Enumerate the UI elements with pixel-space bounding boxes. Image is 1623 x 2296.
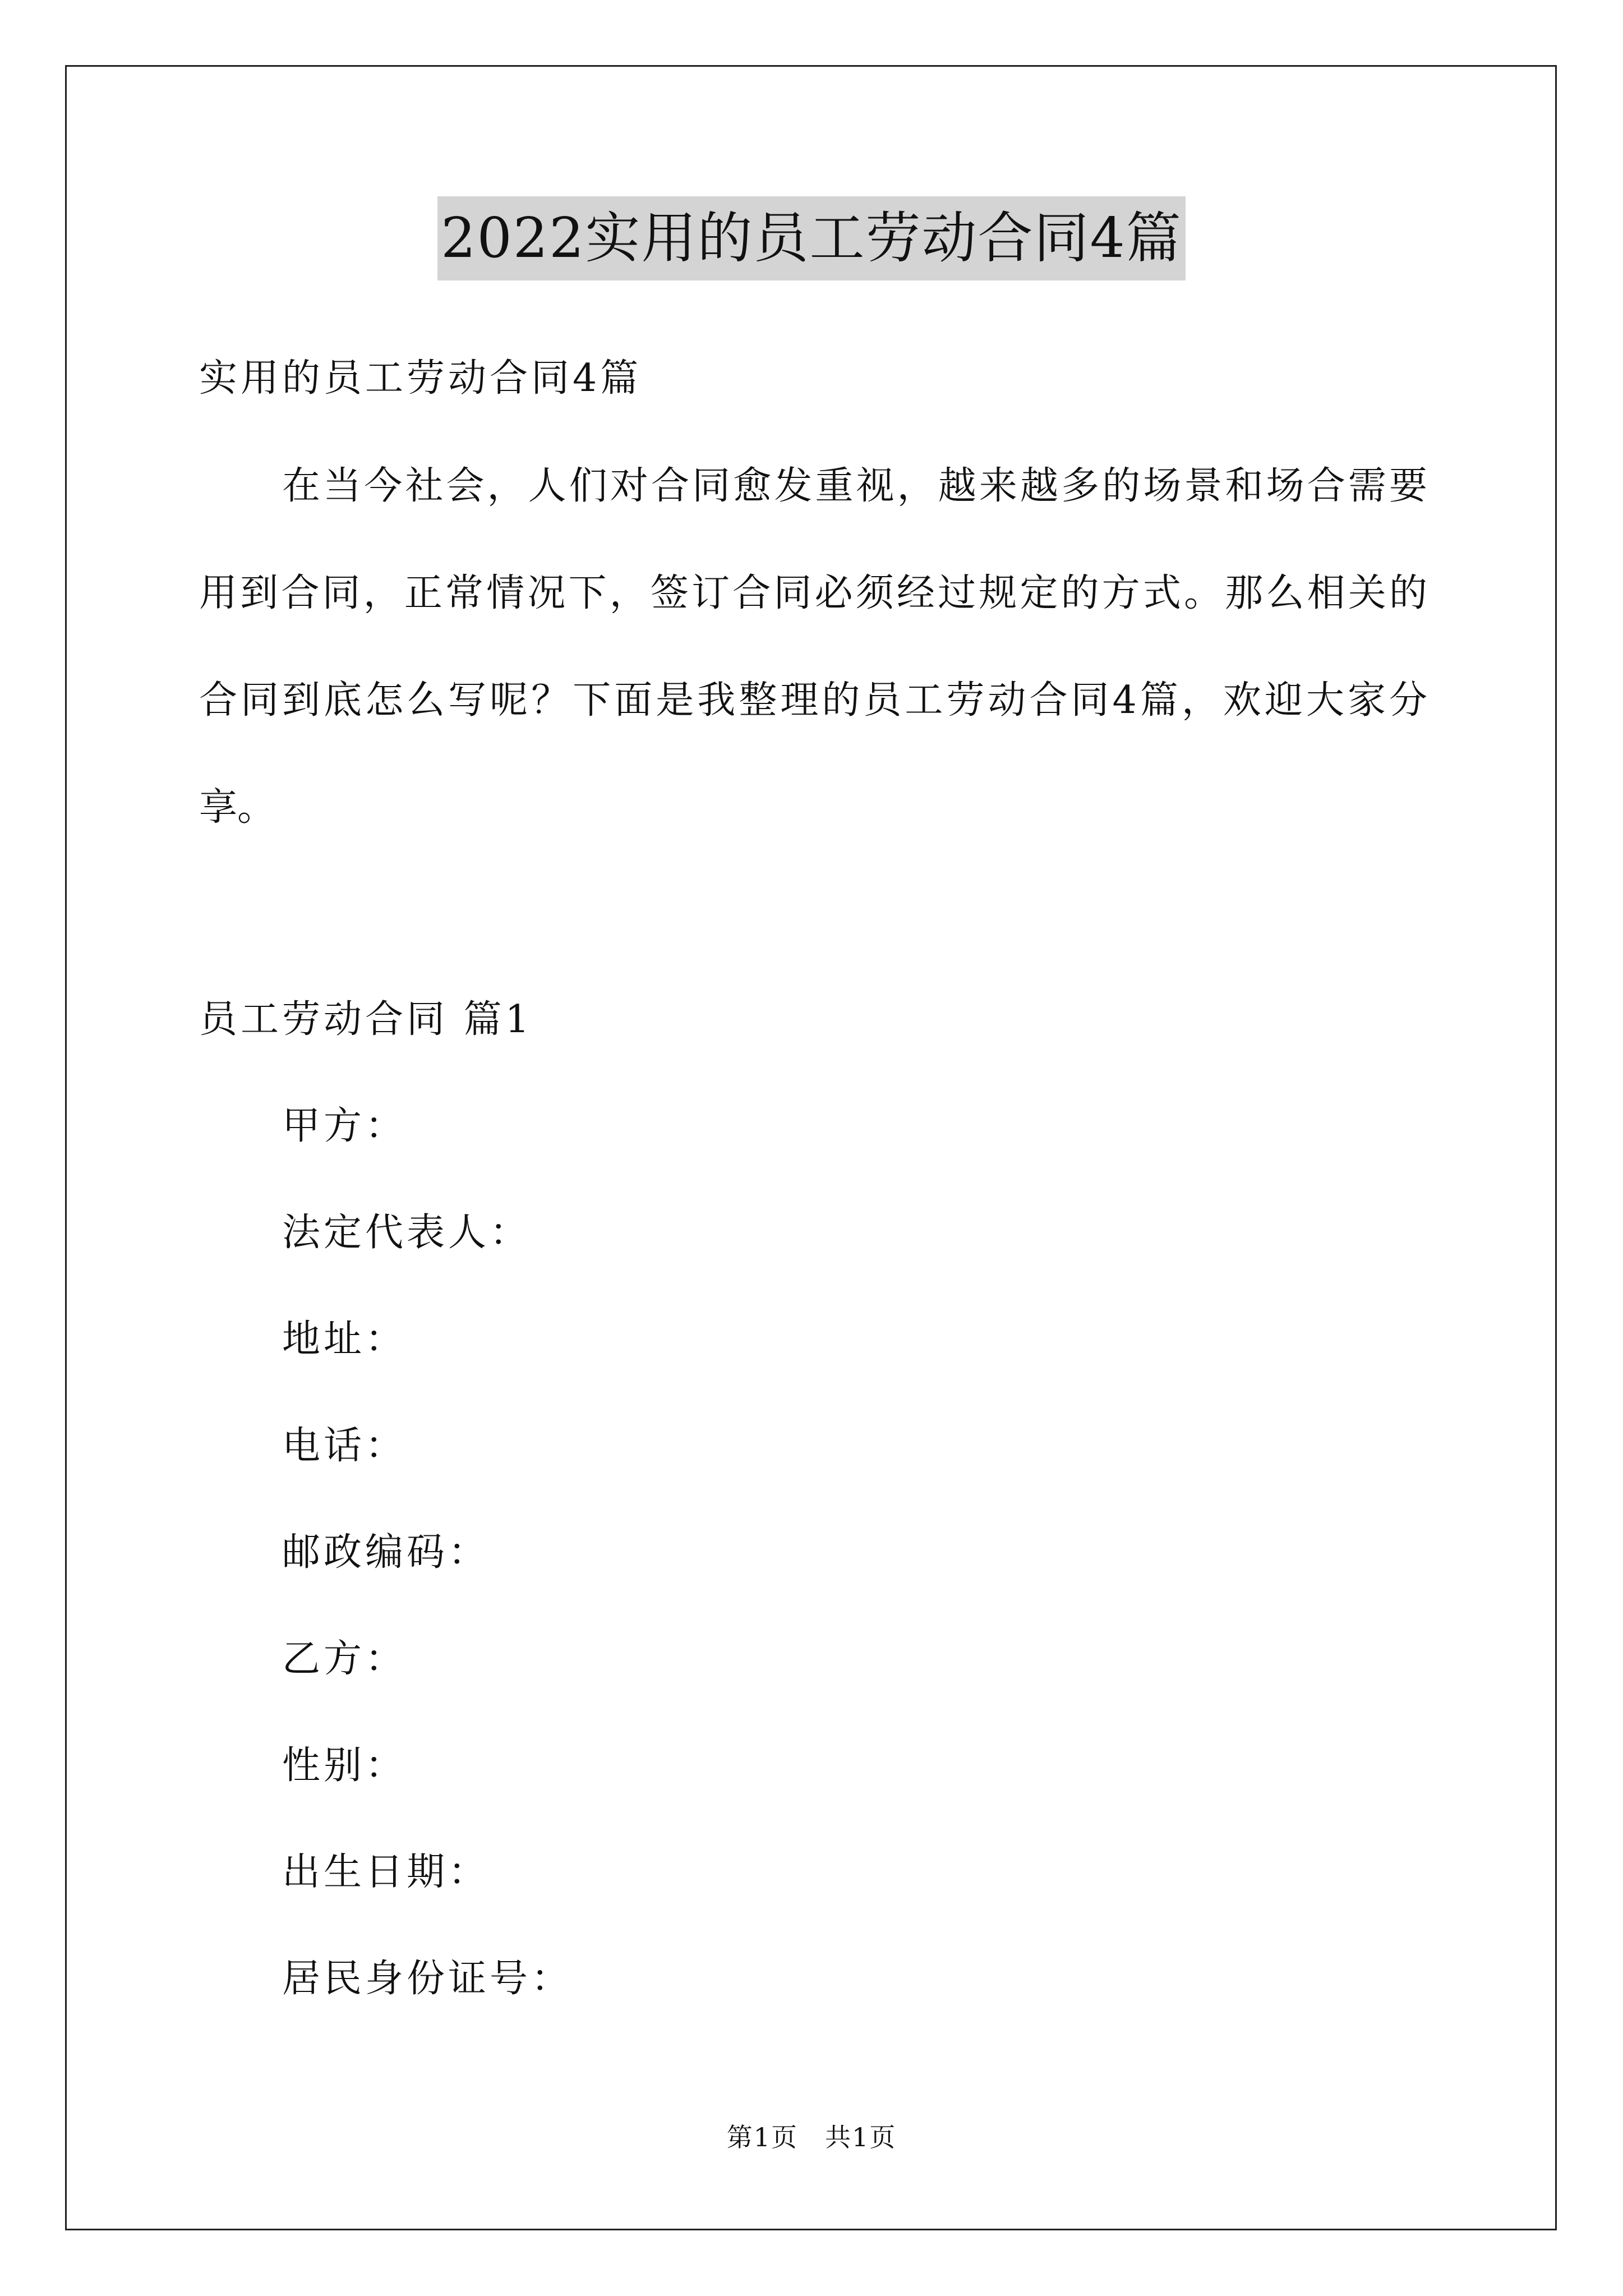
field-phone: 电话： (282, 1424, 407, 1468)
intro-line-3: 合同到底怎么写呢？下面是我整理的员工劳动合同4篇，欢迎大家分 (199, 678, 1427, 723)
field-legal-representative: 法定代表人： (282, 1211, 532, 1255)
field-address: 地址： (282, 1317, 407, 1361)
field-birth-date: 出生日期： (282, 1850, 490, 1894)
document-subtitle: 实用的员工劳动合同4篇 (199, 356, 642, 401)
page-footer: 第1页 共1页 (726, 2122, 897, 2152)
field-id-number: 居民身份证号： (282, 1957, 573, 2001)
field-party-a: 甲方： (282, 1104, 407, 1148)
field-gender: 性别： (282, 1743, 407, 1788)
field-postal-code: 邮政编码： (282, 1530, 490, 1575)
intro-line-4: 享。 (199, 785, 276, 830)
title-container (0, 196, 1623, 280)
section-heading: 员工劳动合同 篇1 (199, 997, 533, 1042)
document-title: 2022实用的员工劳动合同4篇 (437, 196, 1186, 280)
field-party-b: 乙方： (282, 1637, 407, 1681)
intro-line-2: 用到合同，正常情况下，签订合同必须经过规定的方式。那么相关的 (199, 571, 1427, 615)
intro-line-1: 在当今社会，人们对合同愈发重视，越来越多的场景和场合需要 (282, 464, 1427, 508)
